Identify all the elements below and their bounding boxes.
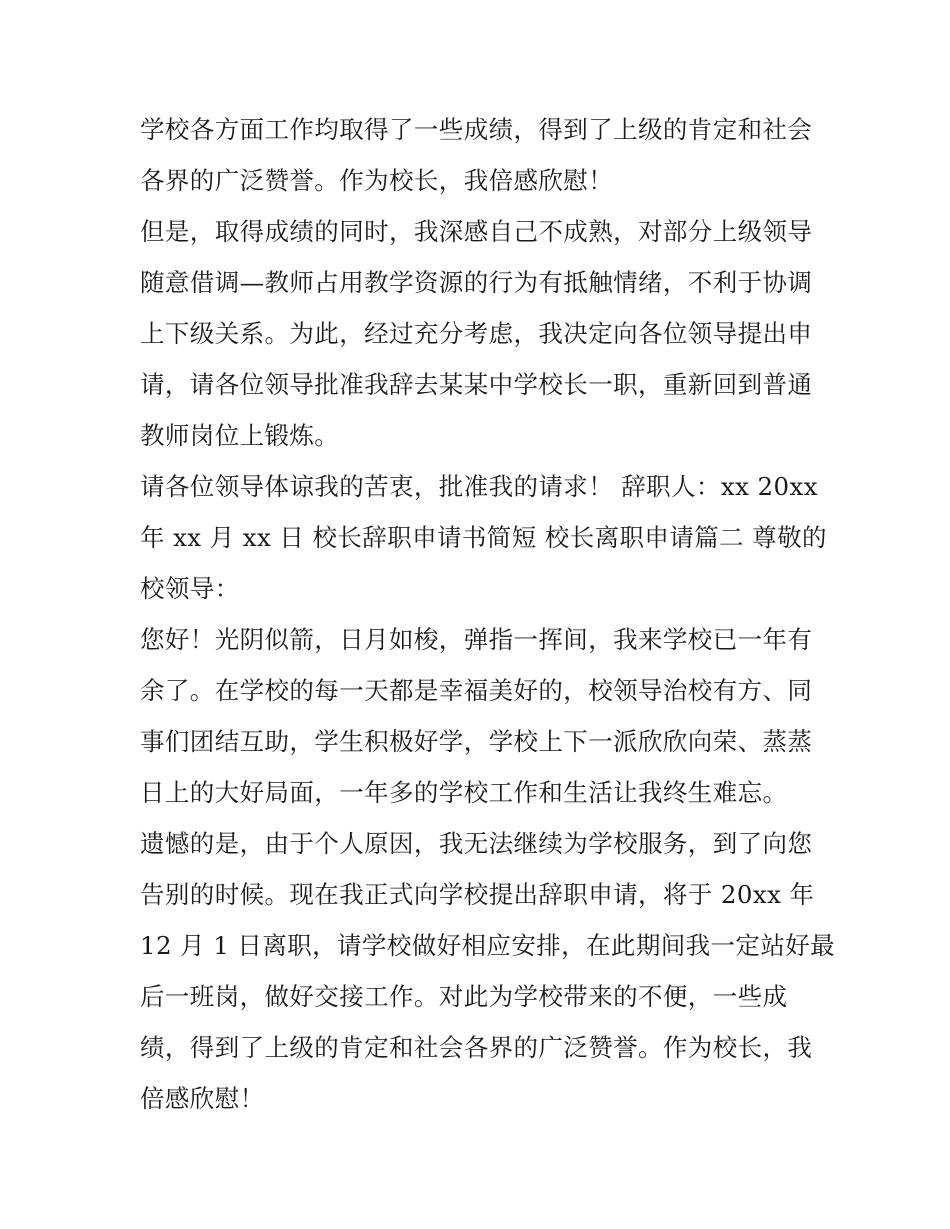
text-line: 12 月 1 日离职，请学校做好相应安排，在此期间我一定站好最 — [140, 931, 836, 960]
text-line: 日上的大好局面，一年多的学校工作和生活让我终生难忘。 — [140, 778, 788, 807]
text-line: 请，请各位领导批准我辞去某某中学校长一职，重新回到普通 — [140, 370, 813, 399]
text-line: 遗憾的是，由于个人原因，我无法继续为学校服务，到了向您 — [140, 829, 813, 858]
text-line: 校领导： — [140, 574, 240, 603]
text-line: 告别的时候。现在我正式向学校提出辞职申请，将于 20xx 年 — [140, 880, 815, 909]
text-line: 绩，得到了上级的肯定和社会各界的广泛赞誉。作为校长，我 — [140, 1033, 813, 1062]
text-line: 各界的广泛赞誉。作为校长，我倍感欣慰！ — [140, 166, 614, 195]
text-line: 余了。在学校的每一天都是幸福美好的，校领导治校有方、同 — [140, 676, 813, 705]
text-line: 随意借调—教师占用教学资源的行为有抵触情绪，不利于协调 — [140, 268, 813, 297]
text-line: 请各位领导体谅我的苦衷，批准我的请求！ 辞职人：xx 20xx — [140, 472, 818, 501]
text-line: 年 xx 月 xx 日 校长辞职申请书简短 校长离职申请篇二 尊敬的 — [140, 523, 827, 552]
text-line: 后一班岗，做好交接工作。对此为学校带来的不便，一些成 — [140, 982, 788, 1011]
text-line: 事们团结互助，学生积极好学，学校上下一派欣欣向荣、蒸蒸 — [140, 727, 813, 756]
text-line: 教师岗位上锻炼。 — [140, 421, 340, 450]
text-line: 但是，取得成绩的同时，我深感自己不成熟，对部分上级领导 — [140, 217, 813, 246]
text-line: 倍感欣慰！ — [140, 1084, 265, 1113]
text-line: 学校各方面工作均取得了一些成绩，得到了上级的肯定和社会 — [140, 115, 813, 144]
text-line: 上下级关系。为此，经过充分考虑，我决定向各位领导提出申 — [140, 319, 813, 348]
text-line: 您好！光阴似箭，日月如梭，弹指一挥间，我来学校已一年有 — [140, 625, 813, 654]
